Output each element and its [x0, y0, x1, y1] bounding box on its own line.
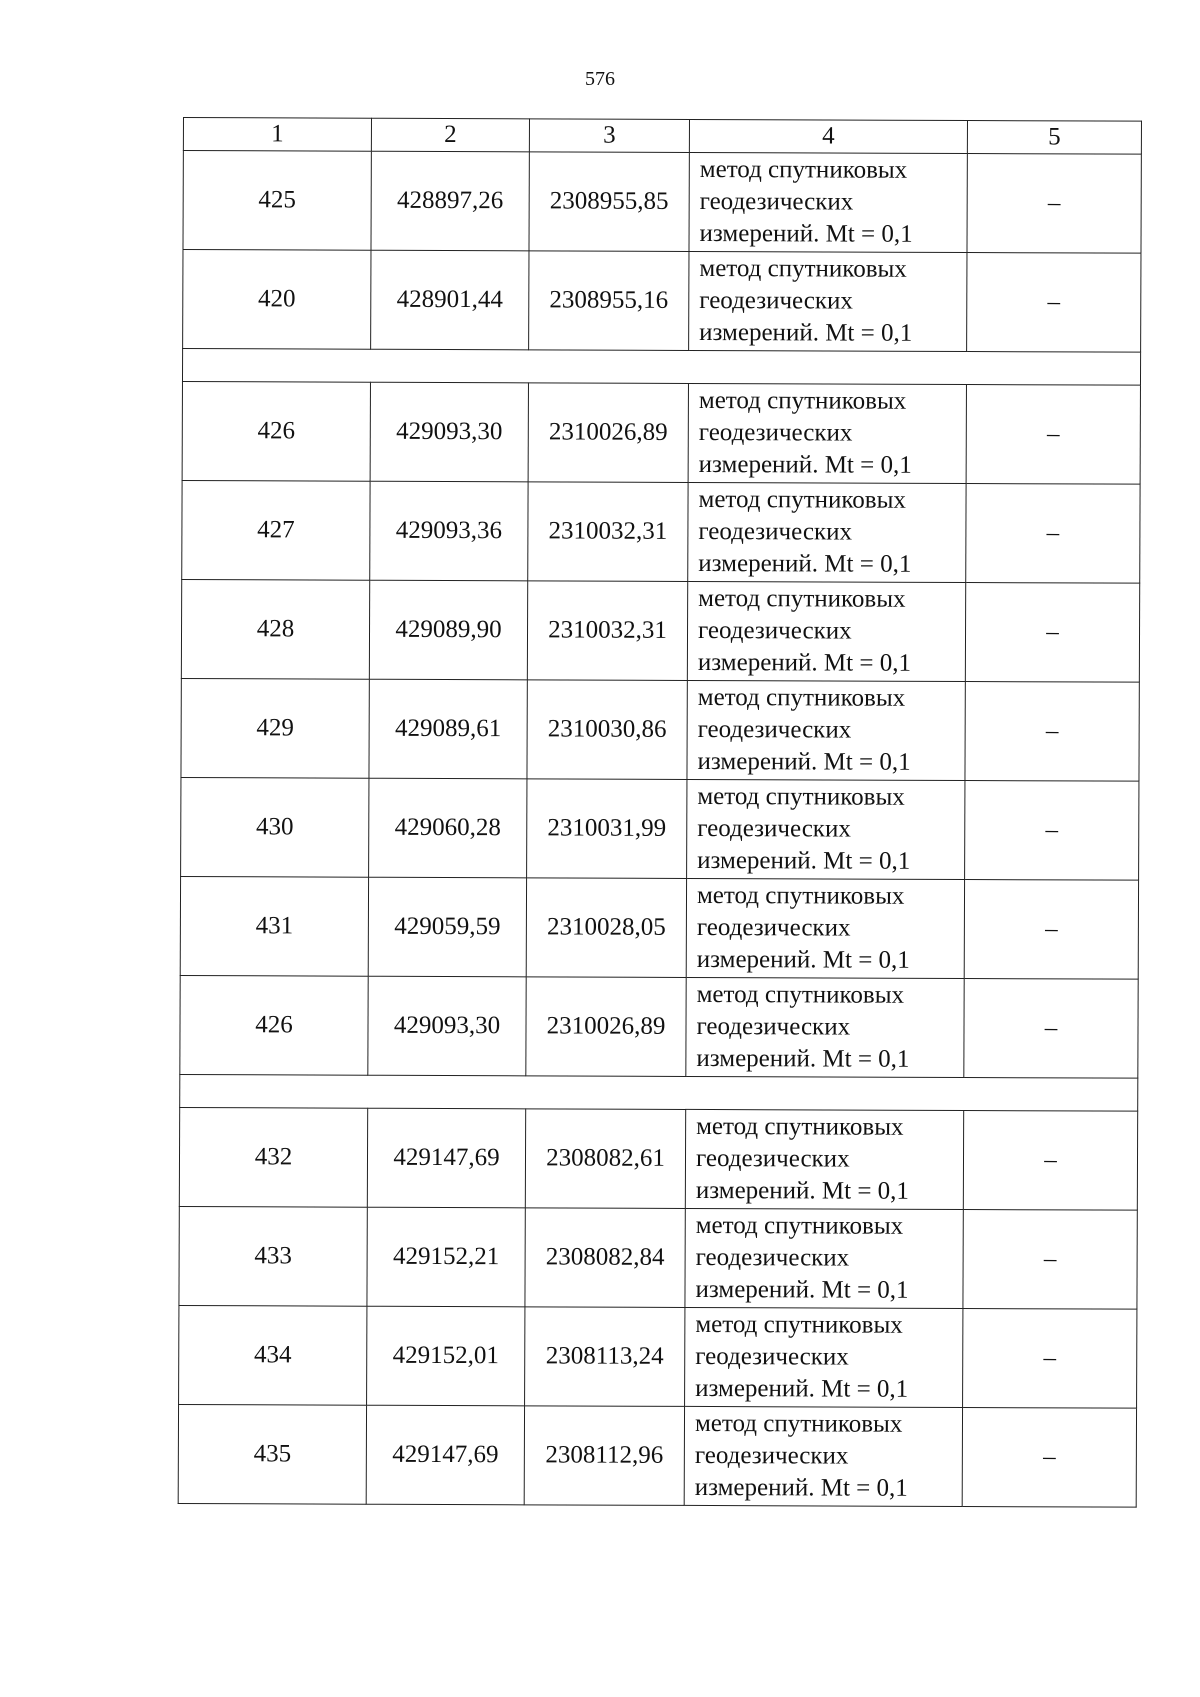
- point-number-cell: 426: [182, 381, 370, 481]
- method-cell: [686, 977, 964, 1077]
- method-line: геодезических: [696, 913, 851, 942]
- table-row: [182, 381, 1140, 484]
- method-line: метод спутниковых: [698, 485, 906, 514]
- table-row: [181, 579, 1139, 682]
- y-coordinate-cell: 2310030,86: [527, 680, 687, 780]
- method-line: геодезических: [697, 616, 852, 645]
- x-coordinate-cell: 429089,90: [369, 580, 527, 680]
- note-cell: –: [964, 979, 1138, 1079]
- method-cell: [687, 680, 965, 780]
- method-line: геодезических: [697, 814, 851, 843]
- method-line: измерений. Mt = 0,1: [699, 219, 913, 248]
- method-line: метод спутниковых: [694, 1409, 903, 1438]
- y-coordinate-cell: 2310031,99: [527, 779, 687, 879]
- method-line: метод спутниковых: [695, 1310, 903, 1339]
- y-coordinate-cell: 2308082,61: [525, 1109, 685, 1209]
- note-cell: –: [963, 1309, 1137, 1409]
- table-row: [180, 975, 1138, 1078]
- point-number-cell: 420: [183, 250, 371, 350]
- x-coordinate-cell: 429147,69: [367, 1108, 525, 1208]
- table-row: [181, 777, 1139, 880]
- method-line: измерений. Mt = 0,1: [698, 450, 912, 479]
- y-coordinate-cell: 2308082,84: [525, 1208, 685, 1308]
- y-coordinate-cell: 2308955,85: [529, 152, 689, 252]
- method-cell: [689, 251, 967, 351]
- method-line: измерений. Mt = 0,1: [697, 747, 911, 776]
- method-line: метод спутниковых: [697, 782, 905, 811]
- table-row: [178, 1404, 1136, 1507]
- point-number-cell: 426: [180, 975, 368, 1075]
- method-line: геодезических: [695, 1144, 850, 1173]
- table-row: [180, 876, 1138, 979]
- note-cell: –: [967, 253, 1141, 353]
- separator-cell: [182, 349, 1140, 386]
- method-line: метод спутниковых: [699, 155, 908, 184]
- point-number-cell: 429: [181, 678, 369, 778]
- table-row: [181, 678, 1139, 781]
- method-line: геодезических: [696, 1012, 851, 1041]
- note-cell: –: [965, 781, 1139, 881]
- method-cell: [685, 1208, 963, 1308]
- x-coordinate-cell: 429152,01: [367, 1306, 525, 1406]
- point-number-cell: 427: [182, 480, 370, 580]
- table-row: [179, 1206, 1137, 1309]
- method-line: измерений. Mt = 0,1: [695, 1176, 910, 1205]
- method-line: метод спутниковых: [696, 1112, 904, 1141]
- note-cell: –: [966, 484, 1140, 584]
- method-line: геодезических: [695, 1243, 850, 1272]
- method-line: метод спутниковых: [696, 881, 905, 910]
- note-cell: –: [963, 1210, 1137, 1310]
- method-line: метод спутниковых: [699, 254, 907, 283]
- method-cell: [684, 1406, 962, 1506]
- point-number-cell: 435: [178, 1404, 366, 1504]
- method-cell: [689, 152, 967, 252]
- column-header-5: 5: [967, 121, 1141, 155]
- method-line: метод спутниковых: [698, 386, 907, 415]
- method-line: геодезических: [698, 517, 853, 546]
- x-coordinate-cell: 429089,61: [369, 679, 527, 779]
- y-coordinate-cell: 2308112,96: [524, 1406, 684, 1506]
- method-cell: [685, 1307, 963, 1407]
- separator-row: [180, 1074, 1138, 1111]
- x-coordinate-cell: 429147,69: [366, 1405, 524, 1505]
- method-line: измерений. Mt = 0,1: [696, 945, 910, 974]
- point-number-cell: 432: [179, 1107, 367, 1207]
- note-cell: –: [962, 1408, 1136, 1508]
- table-row: [183, 151, 1141, 254]
- method-line: геодезических: [697, 715, 852, 744]
- x-coordinate-cell: 428901,44: [371, 250, 529, 350]
- note-cell: –: [965, 682, 1139, 782]
- table-row: [179, 1305, 1137, 1408]
- method-line: измерений. Mt = 0,1: [696, 1044, 910, 1073]
- method-line: геодезических: [699, 187, 854, 216]
- table-row: [179, 1107, 1137, 1210]
- method-line: измерений. Mt = 0,1: [697, 846, 911, 875]
- point-number-cell: 431: [180, 876, 368, 976]
- method-line: измерений. Mt = 0,1: [698, 549, 912, 578]
- column-header-3: 3: [529, 119, 689, 153]
- method-cell: [685, 1109, 963, 1209]
- table-row: [183, 250, 1141, 353]
- method-cell: [688, 383, 966, 483]
- y-coordinate-cell: 2310032,31: [528, 482, 688, 582]
- x-coordinate-cell: 428897,26: [371, 151, 529, 251]
- column-header-2: 2: [371, 118, 529, 152]
- point-number-cell: 425: [183, 151, 371, 251]
- point-number-cell: 433: [179, 1206, 367, 1306]
- note-cell: –: [967, 154, 1141, 254]
- coordinates-table-body: [178, 118, 1141, 1508]
- note-cell: –: [963, 1111, 1137, 1211]
- x-coordinate-cell: 429152,21: [367, 1207, 525, 1307]
- method-line: измерений. Mt = 0,1: [695, 1374, 909, 1403]
- coordinates-table: [178, 117, 1142, 1508]
- method-line: геодезических: [695, 1342, 849, 1371]
- x-coordinate-cell: 429093,30: [370, 382, 528, 482]
- table-row: [182, 480, 1140, 583]
- method-line: метод спутниковых: [698, 584, 906, 613]
- note-cell: –: [964, 880, 1138, 980]
- method-line: геодезических: [698, 418, 853, 447]
- x-coordinate-cell: 429059,59: [368, 877, 526, 977]
- page-number: 576: [585, 68, 615, 90]
- y-coordinate-cell: 2308955,16: [529, 251, 689, 351]
- y-coordinate-cell: 2310028,05: [526, 878, 686, 978]
- method-cell: [686, 878, 964, 978]
- separator-cell: [180, 1074, 1138, 1111]
- x-coordinate-cell: 429093,36: [370, 481, 528, 581]
- y-coordinate-cell: 2310026,89: [526, 977, 686, 1077]
- method-line: геодезических: [699, 286, 853, 315]
- separator-row: [182, 349, 1140, 386]
- method-line: геодезических: [694, 1441, 849, 1470]
- method-line: измерений. Mt = 0,1: [694, 1473, 908, 1502]
- note-cell: –: [965, 583, 1139, 683]
- point-number-cell: 428: [181, 579, 369, 679]
- method-cell: [687, 581, 965, 681]
- method-line: измерений. Mt = 0,1: [699, 318, 913, 347]
- x-coordinate-cell: 429060,28: [369, 778, 527, 878]
- method-line: метод спутниковых: [695, 1211, 904, 1240]
- x-coordinate-cell: 429093,30: [368, 976, 526, 1076]
- method-line: измерений. Mt = 0,1: [697, 648, 912, 677]
- y-coordinate-cell: 2310026,89: [528, 383, 688, 483]
- note-cell: –: [966, 385, 1140, 485]
- method-line: измерений. Mt = 0,1: [695, 1275, 909, 1304]
- method-cell: [688, 482, 966, 582]
- method-line: метод спутниковых: [697, 683, 906, 712]
- point-number-cell: 430: [181, 777, 369, 877]
- column-header-4: 4: [689, 119, 967, 153]
- y-coordinate-cell: 2308113,24: [525, 1307, 685, 1407]
- point-number-cell: 434: [179, 1305, 367, 1405]
- header-row: [183, 118, 1141, 155]
- column-header-1: 1: [183, 118, 371, 152]
- method-line: метод спутниковых: [696, 980, 905, 1009]
- y-coordinate-cell: 2310032,31: [527, 581, 687, 681]
- method-cell: [687, 779, 965, 879]
